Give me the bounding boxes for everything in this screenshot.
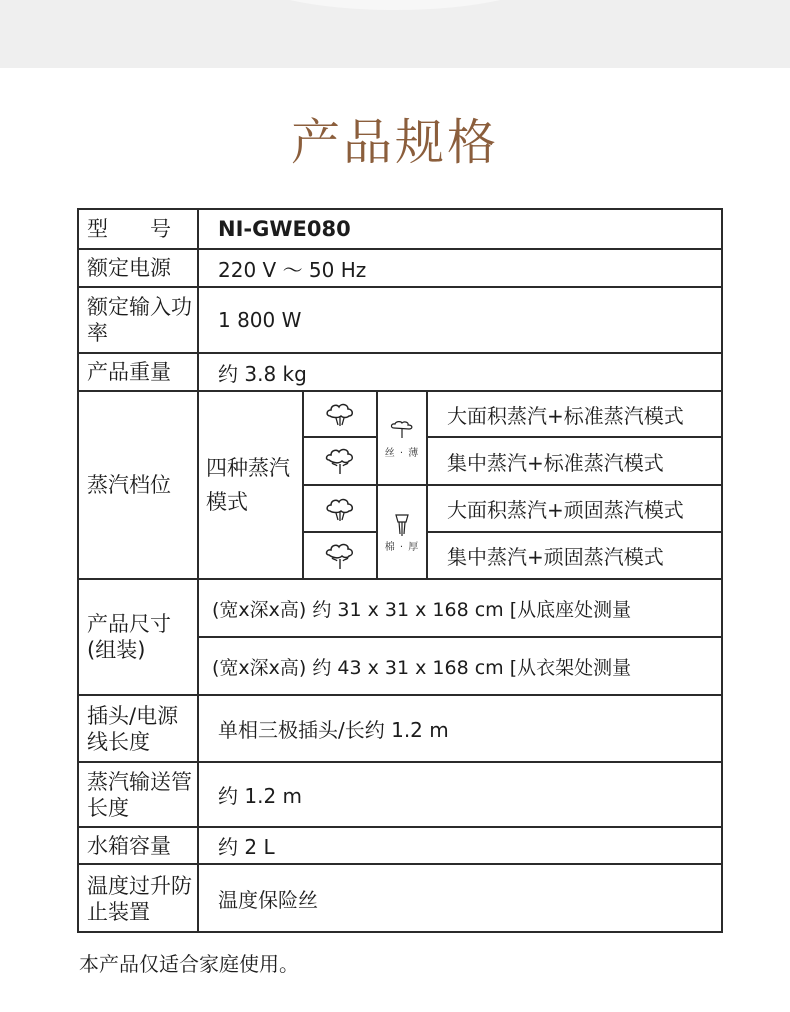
steam-mode-text: 集中蒸汽+顽固蒸汽模式 — [447, 545, 664, 569]
label-input-power: 额定输入功率 — [87, 295, 192, 345]
steam-mode-summary: 四种蒸汽模式 — [206, 456, 290, 514]
wide-steam-icon — [303, 391, 377, 437]
steam-mode-text: 集中蒸汽+标准蒸汽模式 — [447, 450, 664, 475]
value-model: NI-GWE080 — [218, 216, 351, 241]
label-size: 产品尺寸 (组装) — [87, 612, 171, 662]
label-tank: 水箱容量 — [87, 833, 171, 858]
label-overheat: 温度过升防止装置 — [87, 873, 192, 924]
value-overheat: 温度保险丝 — [218, 888, 318, 912]
value-size-hanger: (宽x深x高) 约 43 x 31 x 168 cm [从衣架处测量 — [212, 656, 632, 679]
footnote: 本产品仅适合家庭使用。 — [79, 952, 299, 976]
focused-steam-icon — [303, 437, 377, 485]
label-hose: 蒸汽输送管长度 — [87, 769, 192, 820]
cotton-fabric-icon — [387, 512, 417, 538]
focused-steam-icon — [303, 532, 377, 579]
fabric-light-level — [377, 391, 427, 485]
value-hose: 约 1.2 m — [218, 784, 303, 808]
fabric-heavy-label: 棉 · 厚 — [384, 541, 420, 553]
fabric-light-label: 丝 · 薄 — [384, 447, 420, 459]
label-weight: 产品重量 — [87, 360, 171, 384]
value-plug: 单相三极插头/长约 1.2 m — [218, 718, 449, 742]
value-input-power: 1 800 W — [218, 308, 302, 332]
steam-mode-text: 大面积蒸汽+标准蒸汽模式 — [447, 403, 684, 428]
fabric-heavy-level — [377, 485, 427, 579]
value-weight: 约 3.8 kg — [218, 361, 307, 386]
steam-mode-text: 大面积蒸汽+顽固蒸汽模式 — [447, 498, 684, 522]
label-model: 型 号 — [87, 216, 171, 241]
top-arc — [245, 0, 545, 10]
spec-table — [77, 208, 723, 933]
silk-fabric-icon — [387, 418, 417, 444]
label-power: 额定电源 — [87, 256, 171, 280]
top-band — [0, 0, 790, 68]
value-power: 220 V ～ 50 Hz — [218, 257, 367, 282]
page-title: 产品规格 — [290, 114, 499, 171]
wide-steam-icon — [303, 485, 377, 532]
label-plug: 插头/电源线长度 — [87, 703, 179, 754]
value-tank: 约 2 L — [218, 835, 275, 859]
value-size-base: (宽x深x高) 约 31 x 31 x 168 cm [从底座处测量 — [212, 598, 632, 621]
label-steam-level: 蒸汽档位 — [87, 473, 171, 497]
